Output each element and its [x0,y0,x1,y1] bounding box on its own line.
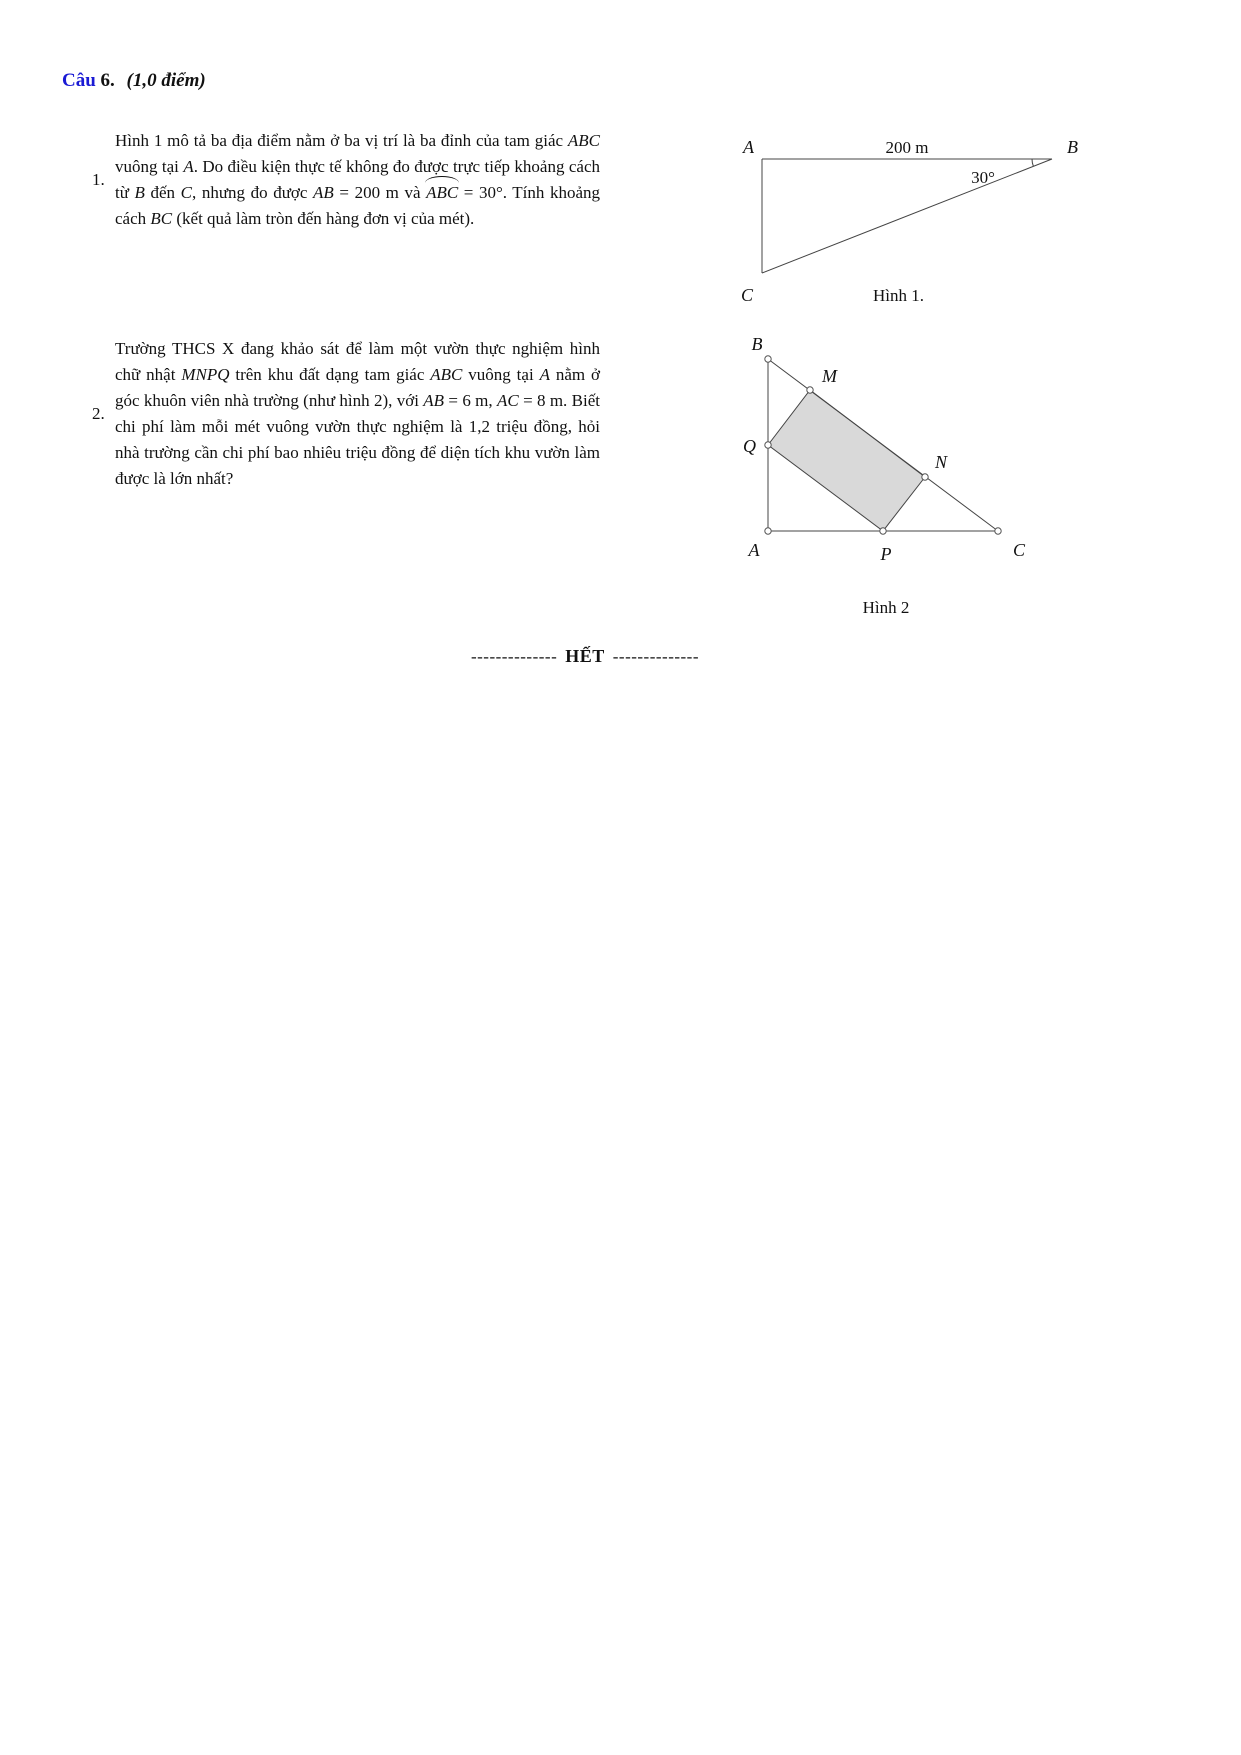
text-segment: , nhưng đo được [191,183,314,202]
end-divider [62,646,1108,667]
vertex-dot-q [765,442,771,448]
problem-2 [92,336,600,492]
vertex-dot-m [807,387,813,393]
vertex-label-q: Q [743,436,756,456]
triangle-side-cb [762,159,1052,273]
math-segment: BC [150,209,173,228]
angle-label: 30° [971,168,995,187]
figure-2-drawing [650,330,1080,630]
text-segment: . Do điều kiện thực tế không đo được trực tiếp khoảng cách từ [115,157,600,202]
problem-1-text [115,128,600,232]
math-segment: ABC [567,131,600,150]
math-segment: A [183,157,194,176]
vertex-label-p: P [880,544,892,564]
text-segment: Hình 1 mô tả ba địa điểm nằm ở ba vị trí là ba đỉnh của tam giác [115,131,568,150]
text-segment: = 200 m và [333,183,427,202]
math-segment: A [539,365,550,384]
vertex-label-c: C [740,285,754,305]
rectangle-mnpq [768,390,925,531]
angle-hat-segment: ABC [426,180,458,206]
vertex-dot-n [922,474,928,480]
vertex-label-b: B [1067,137,1078,157]
vertex-label-a: A [748,540,760,560]
text-segment: = 6 m, [444,391,497,410]
vertex-label-m: M [822,366,837,386]
end-dashes-right: -------------- [612,647,700,666]
math-segment: MNPQ [181,365,230,384]
figure-1-caption: Hình 1. [873,286,924,305]
text-segment: (kết quả làm tròn đến hàng đơn vị của mét). [172,209,475,228]
math-segment: ABC [430,365,463,384]
math-segment: AC [496,391,519,410]
vertex-dot-a [765,528,771,534]
math-segment: AB [313,183,334,202]
question-word: Câu [62,70,96,91]
text-segment: đến [144,183,181,202]
vertex-dot-b [765,356,771,362]
problem-1-number: 1. [92,170,105,189]
text-segment: Trường THCS X đang khảo sát để làm một vườn thực nghiệm hình chữ nhật [115,339,600,384]
vertex-label-a: A [743,137,754,157]
end-dashes-left: -------------- [470,647,558,666]
problem-2-number: 2. [92,404,105,423]
figure-1-drawing [650,115,1190,315]
text-segment: vuông tại [462,365,540,384]
question-number: 6. [100,70,115,91]
math-segment: AB [423,391,445,410]
vertex-dot-p [880,528,886,534]
problem-2-text [115,336,600,492]
text-segment: vuông tại [115,157,184,176]
math-segment: B [134,183,145,202]
text-segment: trên khu đất dạng tam giác [229,365,431,384]
question-header [62,70,206,92]
end-label: HẾT [565,646,605,666]
math-segment: C [180,183,192,202]
side-length-label: 200 m [885,138,929,157]
angle-arc [1032,159,1033,166]
text-segment: = 30°. Tính khoảng cách [115,183,601,228]
vertex-dot-c [995,528,1001,534]
vertex-label-n: N [935,452,948,472]
figure-2 [650,330,1080,630]
vertex-label-c: C [1012,540,1026,560]
figure-2-caption: Hình 2 [862,598,910,617]
text-segment: = 8 m. Biết chi phí làm mỗi mét vuông vườn thực nghiệm là 1,2 triệu đồng, hỏi nhà trường cần chi phí bao nhiêu triệu đồng để diện tích khu vườn làm được là lớn nhất? [115,391,600,488]
vertex-label-b: B [751,334,763,354]
text-segment: nằm ở góc khuôn viên nhà trường (như hình 2), với [115,365,600,410]
figure-1 [650,115,1190,315]
question-points: (1,0 điểm) [126,70,206,91]
problem-1 [92,128,600,232]
